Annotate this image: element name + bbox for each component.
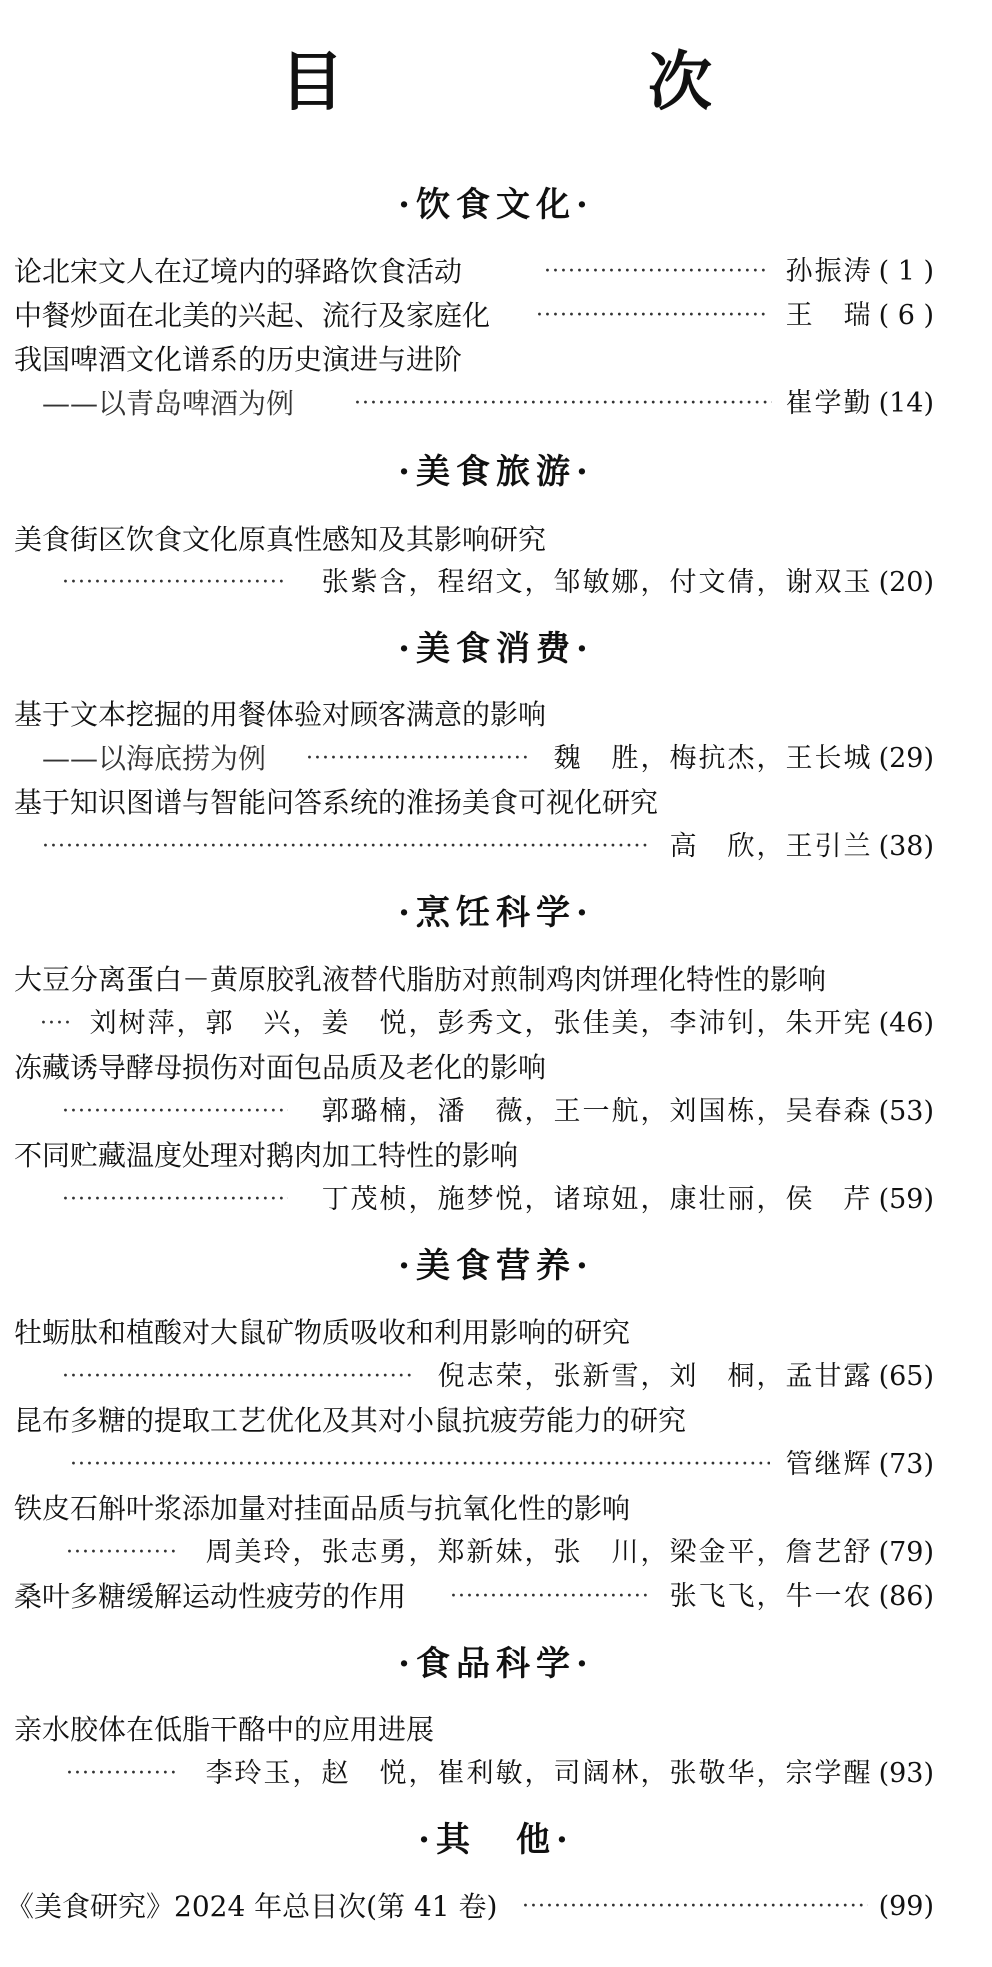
toc-entry-author-line[interactable] (14, 563, 934, 603)
entry-title: 基于文本挖掘的用餐体验对顾客满意的影响 (14, 698, 547, 731)
toc-entry-subtitle-line[interactable] (14, 384, 934, 424)
toc-entry-title-line[interactable] (14, 520, 934, 560)
leader-dots (62, 1092, 288, 1132)
entry-authors: 倪志荣，张新雪，刘 桐，孟甘露 (437, 1361, 873, 1392)
entry-page: (73) (878, 1449, 934, 1480)
leader-dots (354, 384, 772, 424)
entry-title: 基于知识图谱与智能问答系统的淮扬美食可视化研究 (14, 786, 659, 819)
section-heading-food-consumption: ·美食消费· (398, 629, 594, 669)
entry-title: 美食街区饮食文化原真性感知及其影响研究 (14, 523, 547, 556)
entry-meta (322, 1180, 934, 1220)
entry-meta (786, 1445, 934, 1485)
toc-entry-title-line[interactable] (14, 1710, 934, 1750)
entry-authors: 张紫含，程绍文，邹敏娜，付文倩，谢双玉 (321, 567, 873, 598)
entry-title: 牡蛎肽和植酸对大鼠矿物质吸收和利用影响的研究 (14, 1316, 631, 1349)
entry-page: (29) (878, 743, 934, 774)
entry-meta (786, 252, 934, 292)
toc-entry-title-line[interactable] (14, 1489, 934, 1529)
toc-entry-title-line[interactable] (14, 1401, 934, 1441)
entry-page: (46) (878, 1008, 934, 1039)
toc-entry[interactable] (14, 1577, 934, 1617)
entry-subtitle: ——以青岛啤酒为例 (42, 387, 295, 420)
toc-entry[interactable] (6, 1887, 934, 1927)
leader-dots (544, 252, 769, 292)
toc-entry[interactable] (14, 296, 934, 336)
toc-entry-author-line[interactable] (14, 1754, 934, 1794)
entry-authors: 高 欣，王引兰 (669, 831, 873, 862)
leader-dots (450, 1577, 650, 1617)
toc-entry-title-line[interactable] (14, 783, 934, 823)
toc-entry-author-line[interactable] (14, 1445, 934, 1485)
leader-dots (62, 563, 284, 603)
section-heading-cooking-science: ·烹饪科学· (398, 893, 594, 933)
entry-page: (20) (878, 567, 934, 598)
entry-authors: 丁茂桢，施梦悦，诸琼妞，康壮丽，侯 芹 (321, 1184, 873, 1215)
entry-authors: 郭璐楠，潘 薇，王一航，刘国栋，吴春森 (321, 1096, 873, 1127)
entry-meta (670, 1577, 934, 1617)
entry-meta (90, 1004, 934, 1044)
entry-title: 铁皮石斛叶浆添加量对挂面品质与抗氧化性的影响 (14, 1492, 631, 1525)
toc-entry-subtitle-line[interactable] (14, 739, 934, 779)
entry-page: (93) (878, 1758, 934, 1789)
entry-page: ( 1 ) (878, 256, 934, 287)
toc-entry-title-line[interactable] (14, 1048, 934, 1088)
leader-dots (70, 1445, 770, 1485)
section-heading-food-tourism: ·美食旅游· (398, 452, 594, 492)
entry-subtitle: ——以海底捞为例 (42, 742, 267, 775)
entry-page: (59) (878, 1184, 934, 1215)
entry-meta (554, 739, 934, 779)
toc-entry-title-line[interactable] (14, 960, 934, 1000)
entry-title: 论北宋文人在辽境内的驿路饮食活动 (14, 255, 463, 288)
toc-entry-author-line[interactable] (14, 1357, 934, 1397)
toc-entry-author-line[interactable] (14, 1533, 934, 1573)
entry-authors: 魏 胜，梅抗杰，王长城 (553, 743, 873, 774)
toc-entry-author-line[interactable] (14, 827, 934, 867)
section-heading-other: ·其 他· (418, 1820, 574, 1860)
entry-meta (322, 1092, 934, 1132)
entry-title: 桑叶多糖缓解运动性疲劳的作用 (14, 1580, 407, 1613)
entry-authors: 崔学勤 (785, 388, 873, 419)
entry-authors: 王 瑞 (785, 300, 873, 331)
entry-meta (786, 296, 934, 336)
leader-dots (62, 1357, 414, 1397)
entry-page: (14) (878, 388, 934, 419)
entry-title: 不同贮藏温度处理对鹅肉加工特性的影响 (14, 1139, 519, 1172)
entry-page: (38) (878, 831, 934, 862)
entry-page: (65) (878, 1361, 934, 1392)
entry-page: (79) (878, 1537, 934, 1568)
entry-page: (53) (878, 1096, 934, 1127)
section-heading-food-nutrition: ·美食营养· (398, 1246, 594, 1286)
entry-authors: 李玲玉，赵 悦，崔利敏，司阔林，张敬华，宗学醒 (205, 1758, 873, 1789)
leader-dots (536, 296, 769, 336)
toc-entry[interactable] (14, 252, 934, 292)
leader-dots (66, 1754, 176, 1794)
leader-dots (42, 827, 650, 867)
section-heading-food-science: ·食品科学· (398, 1644, 594, 1684)
leader-dots (522, 1887, 868, 1927)
entry-title: 亲水胶体在低脂干酪中的应用进展 (14, 1713, 435, 1746)
entry-title: 中餐炒面在北美的兴起、流行及家庭化 (14, 299, 491, 332)
entry-meta (206, 1754, 934, 1794)
entry-meta (873, 1887, 934, 1927)
page-title: 目 次 (280, 46, 832, 120)
entry-title: 《美食研究》2024 年总目次(第 41 卷) (6, 1890, 498, 1923)
leader-dots (40, 1004, 70, 1044)
entry-title: 昆布多糖的提取工艺优化及其对小鼠抗疲劳能力的研究 (14, 1404, 687, 1437)
entry-meta (438, 1357, 934, 1397)
toc-entry-author-line[interactable] (14, 1004, 934, 1044)
entry-meta (786, 384, 934, 424)
entry-page: (86) (878, 1581, 934, 1612)
entry-authors: 刘树萍，郭 兴，姜 悦，彭秀文，张佳美，李沛钊，朱开宪 (89, 1008, 873, 1039)
leader-dots (62, 1180, 288, 1220)
entry-title: 冻藏诱导酵母损伤对面包品质及老化的影响 (14, 1051, 547, 1084)
entry-meta (206, 1533, 934, 1573)
toc-entry-author-line[interactable] (14, 1180, 934, 1220)
section-heading-food-culture: ·饮食文化· (398, 185, 594, 225)
entry-authors: 张飞飞，牛一农 (669, 1581, 873, 1612)
entry-page: ( 6 ) (878, 300, 934, 331)
entry-page: (99) (878, 1891, 934, 1922)
entry-title: 大豆分离蛋白－黄原胶乳液替代脂肪对煎制鸡肉饼理化特性的影响 (14, 963, 827, 996)
toc-entry-title-line[interactable] (14, 695, 934, 735)
entry-authors: 管继辉 (785, 1449, 873, 1480)
leader-dots (66, 1533, 176, 1573)
entry-meta (322, 563, 934, 603)
toc-entry-title-line[interactable] (14, 340, 934, 380)
leader-dots (306, 739, 528, 779)
entry-authors: 孙振涛 (785, 256, 873, 287)
entry-meta (670, 827, 934, 867)
entry-authors: 周美玲，张志勇，郑新妹，张 川，梁金平，詹艺舒 (205, 1537, 873, 1568)
toc-entry-title-line[interactable] (14, 1136, 934, 1176)
entry-title: 我国啤酒文化谱系的历史演进与进阶 (14, 343, 463, 376)
toc-entry-title-line[interactable] (14, 1313, 934, 1353)
toc-entry-author-line[interactable] (14, 1092, 934, 1132)
